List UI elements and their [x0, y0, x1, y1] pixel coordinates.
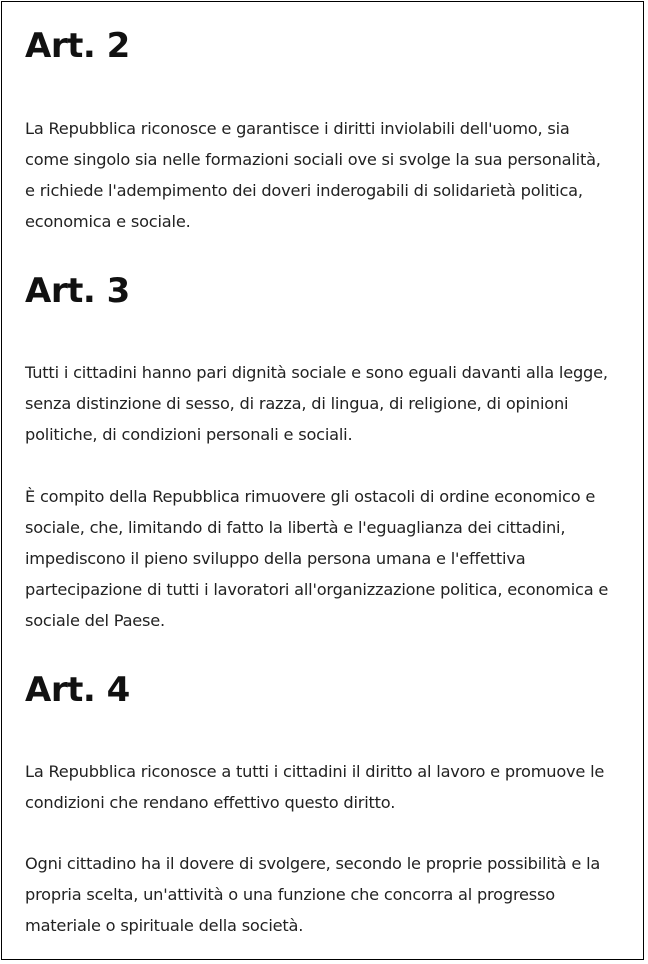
text-line: economica e sociale. — [25, 212, 191, 231]
text-line: materiale o spirituale della società. — [25, 916, 304, 935]
article-2-paragraph-1 — [25, 113, 601, 237]
article-3-heading: Art. 3 — [25, 271, 130, 311]
text-line: Ogni cittadino ha il dovere di svolgere, secondo le proprie possibilità e la — [25, 854, 601, 873]
text-line: come singolo sia nelle formazioni sociali ove si svolge la sua personalità, — [25, 150, 601, 169]
text-line: politiche, di condizioni personali e sociali. — [25, 425, 353, 444]
article-4-paragraph-1 — [25, 756, 604, 818]
article-4-heading: Art. 4 — [25, 670, 130, 710]
text-line: condizioni che rendano effettivo questo diritto. — [25, 793, 396, 812]
text-line: partecipazione di tutti i lavoratori all'organizzazione politica, economica e — [25, 580, 609, 599]
text-line: impediscono il pieno sviluppo della persona umana e l'effettiva — [25, 549, 526, 568]
text-line: senza distinzione di sesso, di razza, di lingua, di religione, di opinioni — [25, 394, 569, 413]
article-3-paragraph-2 — [25, 481, 608, 636]
article-4-paragraph-2 — [25, 848, 600, 941]
text-line: La Repubblica riconosce a tutti i cittadini il diritto al lavoro e promuove le — [25, 762, 605, 781]
text-line: e richiede l'adempimento dei doveri inderogabili di solidarietà politica, — [25, 181, 583, 200]
text-line: sociale, che, limitando di fatto la libertà e l'eguaglianza dei cittadini, — [25, 518, 566, 537]
text-line: È compito della Repubblica rimuovere gli ostacoli di ordine economico e — [25, 487, 596, 506]
text-line: La Repubblica riconosce e garantisce i diritti inviolabili dell'uomo, sia — [25, 119, 570, 138]
text-line: propria scelta, un'attività o una funzione che concorra al progresso — [25, 885, 555, 904]
text-line: sociale del Paese. — [25, 611, 165, 630]
article-2-heading: Art. 2 — [25, 26, 130, 66]
text-line: Tutti i cittadini hanno pari dignità sociale e sono eguali davanti alla legge, — [25, 363, 608, 382]
document-frame — [1, 1, 644, 960]
article-3-paragraph-1 — [25, 357, 608, 450]
